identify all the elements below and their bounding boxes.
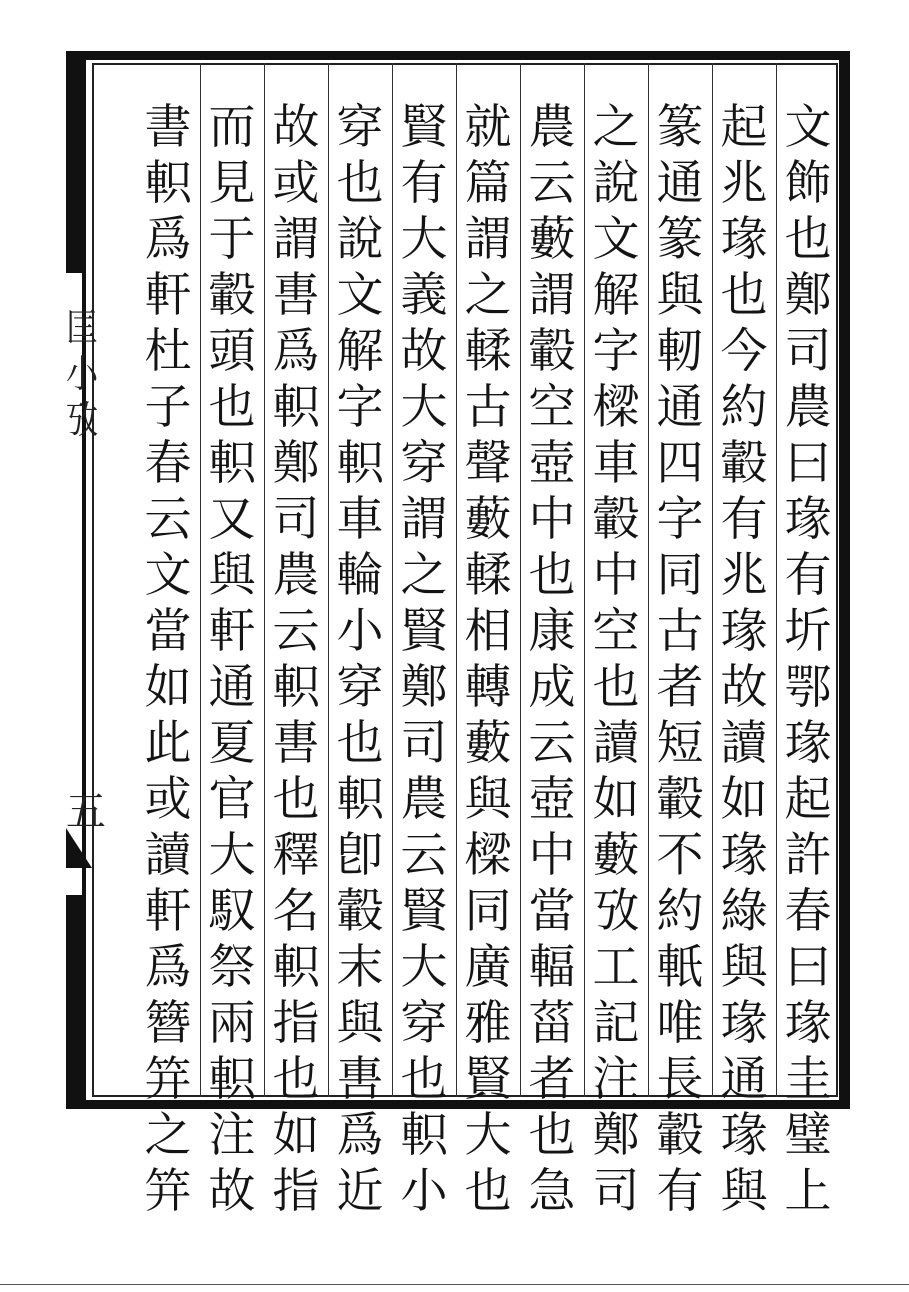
character: 瑑	[720, 604, 768, 659]
character: 注	[592, 1052, 640, 1107]
character: 工	[592, 940, 640, 995]
character: 有	[784, 548, 832, 603]
character: 廣	[464, 940, 512, 995]
character: 云	[528, 156, 576, 211]
text-column	[778, 100, 838, 1219]
character: 空	[592, 604, 640, 659]
character: 就	[464, 100, 512, 155]
character: 也	[528, 1108, 576, 1163]
character: 同	[656, 548, 704, 603]
character: 讀	[144, 828, 192, 883]
character: 穿	[400, 436, 448, 491]
character: 大	[400, 380, 448, 435]
character: 如	[272, 1108, 320, 1163]
character: 瑑	[784, 716, 832, 771]
character: 字	[592, 324, 640, 379]
character: 篆	[656, 100, 704, 155]
character: 中	[528, 492, 576, 547]
character: 當	[528, 884, 576, 939]
character: 軎	[272, 716, 320, 771]
character: 轂	[592, 492, 640, 547]
character: 有	[720, 492, 768, 547]
character: 軹	[208, 1052, 256, 1107]
column-rule	[264, 63, 265, 1097]
character: 者	[656, 660, 704, 715]
character: 也	[336, 716, 384, 771]
character: 祭	[208, 940, 256, 995]
spine-title	[62, 305, 102, 443]
character: 如	[592, 772, 640, 827]
character: 爲	[144, 940, 192, 995]
character: 圭	[784, 1052, 832, 1107]
character: 瑑	[784, 996, 832, 1051]
character: 名	[272, 884, 320, 939]
character: 樑	[592, 380, 640, 435]
character: 兆	[720, 548, 768, 603]
character: 鄭	[592, 1108, 640, 1163]
character: 曰	[784, 940, 832, 995]
character: 農	[272, 548, 320, 603]
character: 此	[144, 716, 192, 771]
character: 鄭	[400, 660, 448, 715]
character: 笄	[144, 1164, 192, 1219]
character: 曰	[784, 436, 832, 491]
column-rule	[584, 63, 585, 1097]
character: 說	[336, 212, 384, 267]
character: 穿	[336, 660, 384, 715]
character: 轂	[528, 324, 576, 379]
character: 菑	[528, 996, 576, 1051]
character: 指	[272, 996, 320, 1051]
character: 農	[784, 380, 832, 435]
character: 也	[208, 380, 256, 435]
character: 末	[336, 940, 384, 995]
character: 急	[528, 1164, 576, 1219]
character: 軹	[272, 380, 320, 435]
text-column	[266, 100, 326, 1219]
character: 轉	[464, 660, 512, 715]
character: 說	[592, 156, 640, 211]
character: 大	[464, 1108, 512, 1163]
column-rule	[392, 63, 393, 1097]
character: 唯	[656, 996, 704, 1051]
character: 綠	[720, 884, 768, 939]
character: 同	[464, 884, 512, 939]
character: 故	[400, 324, 448, 379]
character: 轂	[720, 436, 768, 491]
column-rule	[648, 63, 649, 1097]
character: 中	[592, 548, 640, 603]
character: 短	[656, 716, 704, 771]
character: 也	[592, 660, 640, 715]
character: 書	[144, 100, 192, 155]
character: 通	[656, 156, 704, 211]
character: 云	[528, 716, 576, 771]
character: 釋	[272, 828, 320, 883]
character: 頭	[208, 324, 256, 379]
character: 攷	[592, 884, 640, 939]
character: 篇	[464, 156, 512, 211]
character: 起	[784, 772, 832, 827]
character: 近	[336, 1164, 384, 1219]
character: 古	[656, 604, 704, 659]
character: 瑑	[784, 492, 832, 547]
character: 馭	[208, 884, 256, 939]
character: 軒	[208, 604, 256, 659]
character: 上	[784, 1164, 832, 1219]
character: 也	[272, 772, 320, 827]
character: 文	[336, 268, 384, 323]
text-column	[586, 100, 646, 1219]
text-column	[650, 100, 710, 1219]
character: 鄭	[784, 268, 832, 323]
character: 或	[144, 772, 192, 827]
character: 與	[336, 996, 384, 1051]
character: 司	[272, 492, 320, 547]
character: 不	[656, 828, 704, 883]
character: 也	[336, 156, 384, 211]
character: 軔	[656, 324, 704, 379]
character: 云	[144, 492, 192, 547]
spine-bar-bottom	[66, 895, 86, 1109]
character: 而	[208, 100, 256, 155]
character: 賢	[400, 604, 448, 659]
character: 兩	[208, 996, 256, 1051]
character: 謂	[464, 212, 512, 267]
character: 也	[464, 1164, 512, 1219]
character: 輮	[464, 548, 512, 603]
character: 四	[656, 436, 704, 491]
character: 字	[656, 492, 704, 547]
scan-bottom-edge	[0, 1284, 909, 1285]
character: 如	[144, 660, 192, 715]
character: 爲	[144, 212, 192, 267]
column-rule	[456, 63, 457, 1097]
character: 賢	[400, 100, 448, 155]
character: 軒	[144, 884, 192, 939]
character: 農	[400, 772, 448, 827]
column-rule	[776, 63, 777, 1097]
character: 藪	[464, 492, 512, 547]
character: 中	[528, 828, 576, 883]
character: 大	[208, 828, 256, 883]
character: 車	[592, 436, 640, 491]
character: 樑	[464, 828, 512, 883]
character: 圻	[784, 604, 832, 659]
character: 之	[400, 548, 448, 603]
character: 解	[336, 324, 384, 379]
spine-title-character: 小	[65, 352, 99, 396]
character: 當	[144, 604, 192, 659]
text-column	[330, 100, 390, 1219]
character: 轂	[656, 772, 704, 827]
column-rule	[328, 63, 329, 1097]
character: 小	[336, 604, 384, 659]
character: 故	[720, 660, 768, 715]
character: 如	[720, 772, 768, 827]
character: 官	[208, 772, 256, 827]
spine-title-character: 匡	[65, 306, 99, 350]
character: 許	[784, 828, 832, 883]
spine-wedge-mark	[66, 828, 92, 868]
character: 軹	[272, 660, 320, 715]
character: 轂	[656, 1108, 704, 1163]
character: 軹	[336, 772, 384, 827]
character: 大	[400, 212, 448, 267]
text-column	[138, 100, 198, 1219]
character: 小	[400, 1164, 448, 1219]
character: 約	[656, 884, 704, 939]
character: 有	[400, 156, 448, 211]
character: 成	[528, 660, 576, 715]
character: 解	[592, 268, 640, 323]
character: 空	[528, 380, 576, 435]
character: 之	[144, 1108, 192, 1163]
character: 大	[400, 940, 448, 995]
character: 讀	[720, 716, 768, 771]
character: 春	[784, 884, 832, 939]
character: 又	[208, 492, 256, 547]
character: 飾	[784, 156, 832, 211]
character: 起	[720, 100, 768, 155]
character: 與	[656, 268, 704, 323]
character: 字	[336, 380, 384, 435]
character: 杜	[144, 324, 192, 379]
character: 也	[720, 268, 768, 323]
character: 子	[144, 380, 192, 435]
text-column	[458, 100, 518, 1219]
character: 軎	[272, 268, 320, 323]
character: 轂	[208, 268, 256, 323]
character: 聲	[464, 436, 512, 491]
character: 相	[464, 604, 512, 659]
character: 壺	[528, 436, 576, 491]
column-rule	[712, 63, 713, 1097]
character: 爲	[272, 324, 320, 379]
character: 通	[656, 380, 704, 435]
character: 司	[400, 716, 448, 771]
character: 軹	[336, 436, 384, 491]
character: 穿	[336, 100, 384, 155]
text-column	[394, 100, 454, 1219]
character: 文	[592, 212, 640, 267]
spine-bar-top	[66, 51, 86, 273]
character: 見	[208, 156, 256, 211]
character: 爲	[336, 1108, 384, 1163]
character: 文	[144, 548, 192, 603]
character: 謂	[272, 212, 320, 267]
character: 瑑	[720, 996, 768, 1051]
character: 或	[272, 156, 320, 211]
character: 注	[208, 1108, 256, 1163]
character: 軎	[336, 1052, 384, 1107]
character: 笄	[144, 1052, 192, 1107]
character: 也	[400, 1052, 448, 1107]
character: 鄂	[784, 660, 832, 715]
character: 鄭	[272, 436, 320, 491]
character: 軹	[208, 436, 256, 491]
character: 瑑	[720, 212, 768, 267]
character: 文	[784, 100, 832, 155]
character: 之	[464, 268, 512, 323]
text-column	[522, 100, 582, 1219]
character: 輻	[528, 940, 576, 995]
character: 農	[528, 100, 576, 155]
character: 云	[400, 828, 448, 883]
character: 輮	[464, 324, 512, 379]
character: 藪	[464, 716, 512, 771]
character: 夏	[208, 716, 256, 771]
character: 簪	[144, 996, 192, 1051]
character: 也	[528, 548, 576, 603]
character: 康	[528, 604, 576, 659]
character: 者	[528, 1052, 576, 1107]
leaf-number: 五	[66, 789, 106, 835]
character: 與	[208, 548, 256, 603]
character: 轂	[336, 884, 384, 939]
character: 謂	[528, 268, 576, 323]
character: 篆	[656, 212, 704, 267]
character: 軹	[144, 156, 192, 211]
character: 藪	[592, 828, 640, 883]
character: 謂	[400, 492, 448, 547]
character: 云	[272, 604, 320, 659]
character: 故	[208, 1164, 256, 1219]
character: 春	[144, 436, 192, 491]
character: 璧	[784, 1108, 832, 1163]
character: 通	[720, 1052, 768, 1107]
text-column	[714, 100, 774, 1219]
character: 兆	[720, 156, 768, 211]
character: 與	[720, 940, 768, 995]
character: 與	[720, 1164, 768, 1219]
character: 于	[208, 212, 256, 267]
character: 軹	[272, 940, 320, 995]
character: 軹	[400, 1108, 448, 1163]
character: 壺	[528, 772, 576, 827]
character: 也	[784, 212, 832, 267]
character: 車	[336, 492, 384, 547]
character: 穿	[400, 996, 448, 1051]
character: 賢	[400, 884, 448, 939]
character: 司	[592, 1164, 640, 1219]
column-rule	[520, 63, 521, 1097]
column-rule	[200, 63, 201, 1097]
character: 之	[592, 100, 640, 155]
character: 通	[208, 660, 256, 715]
character: 故	[272, 100, 320, 155]
character: 賢	[464, 1052, 512, 1107]
character: 也	[272, 1052, 320, 1107]
character: 今	[720, 324, 768, 379]
character: 指	[272, 1164, 320, 1219]
character: 輪	[336, 548, 384, 603]
character: 卽	[336, 828, 384, 883]
character: 雅	[464, 996, 512, 1051]
character: 有	[656, 1164, 704, 1219]
character: 軒	[144, 268, 192, 323]
character: 軝	[656, 940, 704, 995]
character: 瑑	[720, 828, 768, 883]
character: 義	[400, 268, 448, 323]
character: 藪	[528, 212, 576, 267]
character: 古	[464, 380, 512, 435]
character: 與	[464, 772, 512, 827]
character: 司	[784, 324, 832, 379]
character: 瑑	[720, 1108, 768, 1163]
character: 約	[720, 380, 768, 435]
character: 記	[592, 996, 640, 1051]
text-column	[202, 100, 262, 1219]
character: 讀	[592, 716, 640, 771]
spine-title-character: 攷	[65, 398, 99, 442]
character: 長	[656, 1052, 704, 1107]
